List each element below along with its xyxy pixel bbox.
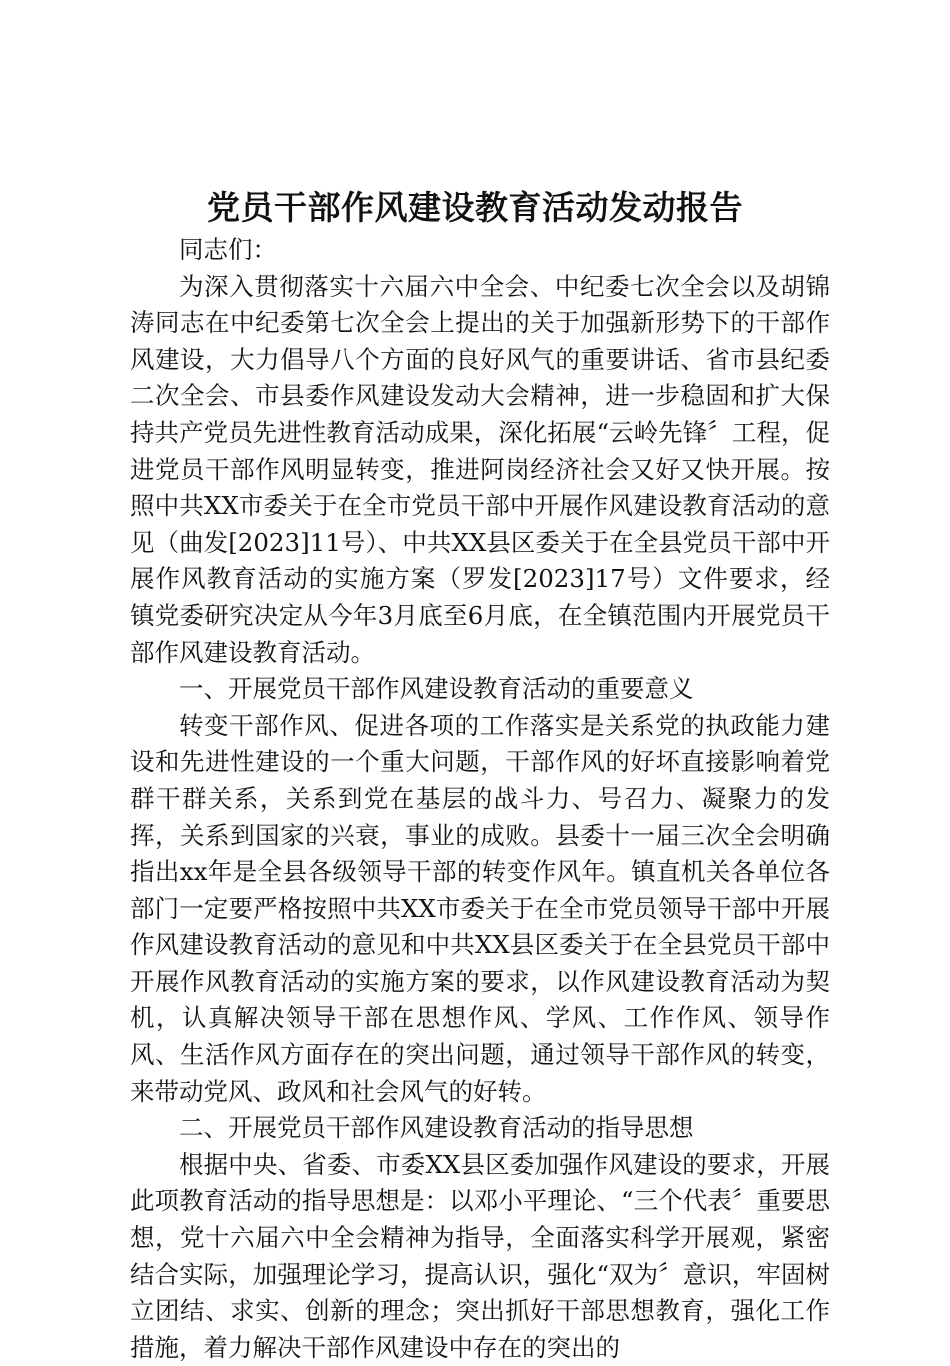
section-heading: 二、开展党员干部作风建设教育活动的指导思想 bbox=[179, 1113, 694, 1143]
salutation: 同志们： bbox=[179, 235, 277, 264]
body-paragraph: 根据中央、省委、市委XX县区委加强作风建设的要求，开展此项教育活动的指导思想是：以邓小平理论、“三个代表〞重要思想，党十六届六中全会精神为指导，全面落实科学开展观，紧密结合实际，加强理论学习，提高认识，强化“双为〞意识，牢固树立团结、求实、创新的理念；突出抓好干部思想教育，强化工作措施，着力解决干部作风建设中存在的突出的 bbox=[130, 1149, 830, 1362]
document-title: 党员干部作风建设教育活动发动报告 bbox=[207, 188, 743, 227]
body-paragraph: 转变干部作风、促进各项的工作落实是关系党的执政能力建设和先进性建设的一个重大问题，干部作风的好坏直接影响着党群干群关系，关系到党在基层的战斗力、号召力、凝聚力的发挥，关系到国家的兴衰，事业的成败。县委十一届三次全会明确指出xx年是全县各级领导干部的转变作风年。镇直机关各单位各部门一定要严格按照中共XX市委关于在全市党员领导干部中开展作风建设教育活动的意见和中共XX县区委关于在全县党员干部中开展作风教育活动的实施方案的要求，以作风建设教育活动为契机，认真解决领导干部在思想作风、学风、工作作风、领导作风、生活作风方面存在的突出问题，通过领导干部作风的转变，来带动党风、政风和社会风气的好转。 bbox=[130, 710, 830, 1106]
section-heading: 一、开展党员干部作风建设教育活动的重要意义 bbox=[179, 674, 694, 704]
document-body bbox=[130, 232, 830, 1366]
body-paragraph: 为深入贯彻落实十六届六中全会、中纪委七次全会以及胡锦涛同志在中纪委第七次全会上提出的关于加强新形势下的干部作风建设，大力倡导八个方面的良好风气的重要讲话、省市县纪委二次全会、市县委作风建设发动大会精神，进一步稳固和扩大保持共产党员先进性教育活动成果，深化拓展“云岭先锋〞工程，促进党员干部作风明显转变，推进阿岗经济社会又好又快开展。按照中共XX市委关于在全市党员干部中开展作风建设教育活动的意见（曲发[2023]11号）、中共XX县区委关于在全县党员干部中开展作风教育活动的实施方案（罗发[2023]17号）文件要求，经镇党委研究决定从今年3月底至6月底，在全镇范围内开展党员干部作风建设教育活动。 bbox=[130, 271, 830, 667]
